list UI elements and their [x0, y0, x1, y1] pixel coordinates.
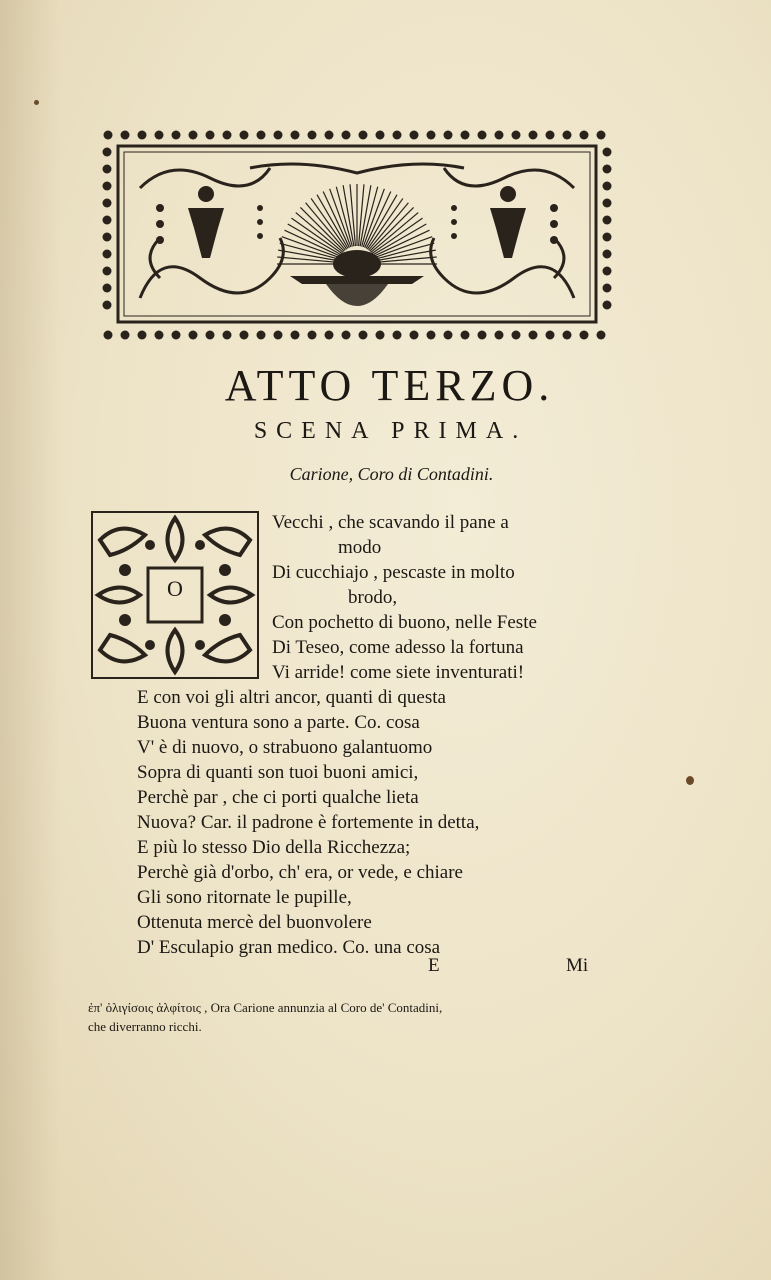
border-flower	[603, 182, 612, 191]
border-flower	[103, 284, 112, 293]
verse-line: Perchè par , che ci porti qualche lieta	[137, 787, 419, 808]
border-flower	[359, 331, 368, 340]
border-flower	[342, 131, 351, 140]
border-flower	[376, 331, 385, 340]
border-flower	[103, 233, 112, 242]
border-flower	[206, 131, 215, 140]
verse-line: Ottenuta mercè del buonvolere	[137, 912, 372, 933]
border-flower	[274, 331, 283, 340]
border-flower	[603, 216, 612, 225]
verse-line: Di Teseo, come adesso la fortuna	[272, 637, 524, 658]
border-flower	[512, 331, 521, 340]
border-flower	[291, 131, 300, 140]
border-flower	[529, 331, 538, 340]
verse-line: Sopra di quanti son tuoi buoni amici,	[137, 762, 419, 783]
border-flower	[274, 131, 283, 140]
border-flower	[257, 131, 266, 140]
border-flower	[444, 331, 453, 340]
border-flower	[342, 331, 351, 340]
signature-mark: E	[428, 955, 440, 976]
page-edge-shadow	[0, 0, 60, 1280]
border-flower	[103, 250, 112, 259]
verse-line: V' è di nuovo, o strabuono galantuomo	[137, 737, 433, 758]
ink-spot	[34, 100, 39, 105]
border-flower	[359, 131, 368, 140]
border-flower	[603, 250, 612, 259]
border-flower	[410, 331, 419, 340]
border-flower	[103, 301, 112, 310]
border-flower	[121, 331, 130, 340]
verse-line: Vecchi , che scavando il pane a	[272, 512, 509, 533]
border-flower	[325, 331, 334, 340]
border-flower	[155, 331, 164, 340]
border-flower	[529, 131, 538, 140]
border-flower	[603, 165, 612, 174]
verse-line: Gli sono ritornate le pupille,	[137, 887, 352, 908]
border-flower	[461, 131, 470, 140]
scene-characters: Carione, Coro di Contadini.	[289, 464, 494, 484]
border-flower	[563, 131, 572, 140]
border-flower	[121, 131, 130, 140]
border-flower	[240, 331, 249, 340]
verse-line: D' Esculapio gran medico. Co. una cosa	[137, 937, 441, 958]
border-flower	[104, 331, 113, 340]
verse-line: Di cucchiajo , pescaste in molto	[272, 562, 515, 583]
border-flower	[103, 267, 112, 276]
ornamental-headpiece	[100, 128, 614, 342]
border-flower	[325, 131, 334, 140]
border-flower	[308, 131, 317, 140]
border-flower	[461, 331, 470, 340]
border-flower	[546, 331, 555, 340]
border-flower	[603, 199, 612, 208]
border-flower	[597, 131, 606, 140]
border-flower	[546, 131, 555, 140]
border-flower	[138, 331, 147, 340]
verse-line: Nuova? Car. il padrone è fortemente in detta,	[137, 812, 480, 833]
border-flower	[103, 199, 112, 208]
border-flower	[172, 331, 181, 340]
border-flower	[603, 284, 612, 293]
border-flower	[223, 131, 232, 140]
border-flower	[603, 267, 612, 276]
border-flower	[189, 331, 198, 340]
border-flower	[138, 131, 147, 140]
border-flower	[393, 131, 402, 140]
verse-line: brodo,	[348, 587, 398, 608]
border-flower	[172, 131, 181, 140]
border-flower	[597, 331, 606, 340]
sun-ray	[282, 237, 340, 258]
border-flower	[603, 148, 612, 157]
ink-spot	[686, 776, 694, 785]
border-flower	[410, 131, 419, 140]
border-flower	[427, 331, 436, 340]
verse-line: Vi arride! come siete inventurati!	[272, 662, 525, 683]
border-flower	[104, 131, 113, 140]
border-flower	[478, 331, 487, 340]
border-flower	[393, 331, 402, 340]
border-flower	[206, 331, 215, 340]
verse-line: Perchè già d'orbo, ch' era, or vede, e chiare	[137, 862, 463, 883]
border-flower	[103, 165, 112, 174]
border-flower	[257, 331, 266, 340]
border-flower	[240, 131, 249, 140]
border-flower	[427, 131, 436, 140]
sun-ray	[363, 189, 384, 247]
border-flower	[495, 331, 504, 340]
border-flower	[580, 131, 589, 140]
footnote-line: ἐπ' ὀλιγίσοις ἀλφίτοις , Ora Carione annunzia al Coro de' Contadini,	[88, 1000, 443, 1015]
footnote	[88, 998, 628, 1036]
sun-ray	[374, 237, 432, 258]
initial-letter: O	[167, 576, 183, 601]
border-flower	[603, 301, 612, 310]
border-flower	[291, 331, 300, 340]
catchword: Mi	[566, 955, 589, 976]
act-title: ATTO TERZO.	[224, 361, 555, 410]
border-flower	[103, 216, 112, 225]
verse-line: Buona ventura sono a parte. Co. cosa	[137, 712, 420, 733]
verse-line: E con voi gli altri ancor, quanti di questa	[137, 687, 446, 708]
sun-ray	[330, 189, 351, 247]
verse-line: Con pochetto di buono, nelle Feste	[272, 612, 537, 633]
verse-line: E più lo stesso Dio della Ricchezza;	[137, 837, 411, 858]
scene-title: SCENA PRIMA.	[253, 418, 528, 444]
footnote-line: che diverranno ricchi.	[88, 1019, 202, 1034]
verse-line: modo	[338, 537, 382, 558]
border-flower	[563, 331, 572, 340]
border-flower	[223, 331, 232, 340]
border-flower	[580, 331, 589, 340]
border-flower	[308, 331, 317, 340]
border-flower	[512, 131, 521, 140]
border-flower	[603, 233, 612, 242]
border-flower	[495, 131, 504, 140]
border-flower	[478, 131, 487, 140]
border-flower	[103, 182, 112, 191]
border-flower	[376, 131, 385, 140]
border-flower	[189, 131, 198, 140]
border-flower	[444, 131, 453, 140]
border-flower	[155, 131, 164, 140]
border-flower	[103, 148, 112, 157]
